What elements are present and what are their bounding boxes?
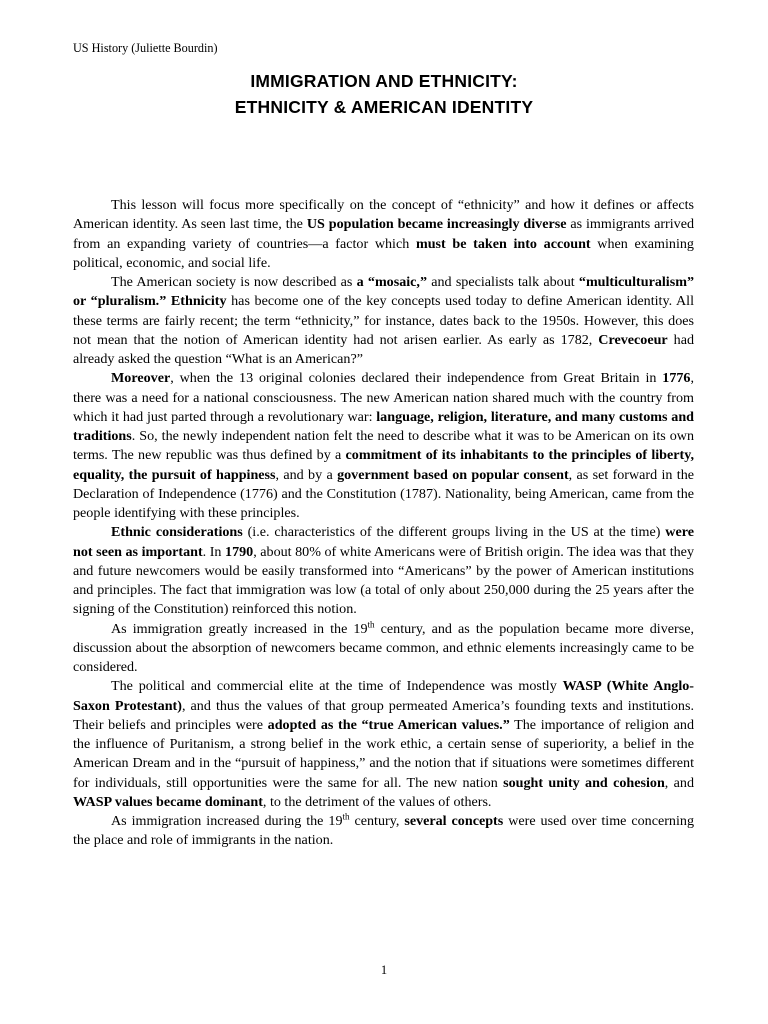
bold-text: Ethnic considerations [111,524,243,541]
bold-text: were not seen as important [73,524,694,560]
text-run: , about 80% of white Americans were of British origin. The idea was that they and future newcomers would be easily transformed into “Americans” by the power of American institutions and principles. The fact that immigration was low (a total of only about 250,000 during the 25 years after the signing of the Constitution) reinforced this notion. [73,543,694,618]
bold-text: adopted as the “true American values.” [267,716,510,733]
bold-text: US population became increasingly diverse [306,216,567,233]
superscript-text: th [367,618,375,629]
body-paragraph [73,196,694,273]
text-run: As immigration greatly increased in the 19 [111,620,368,637]
text-run: , as set forward in the Declaration of Independence (1776) and the Constitution (1787). Nationality, being American, came from the people identifying with these principles. [73,466,694,521]
text-run: The political and commercial elite at the time of Independence was mostly [111,678,563,695]
bold-text: government based on popular consent [337,466,569,483]
bold-text: Crevecoeur [598,331,668,348]
text-run: , when the 13 original colonies declared their independence from Great Britain in [170,370,663,387]
superscript-text: th [342,811,350,822]
text-run: As immigration increased during the 19 [111,813,343,829]
bold-text: must be taken into account [415,235,591,252]
bold-text: 1790 [225,543,254,560]
text-run: , to the detriment of the values of others. [262,793,492,810]
running-head: US History (Juliette Bourdin) [73,41,218,55]
text-run: had already asked the question “What is an American?” [73,331,694,367]
bold-text: WASP (White Anglo-Saxon Protestant) [73,678,694,714]
bold-text: several concepts [404,813,504,829]
text-run: century, [349,813,405,829]
text-run: This lesson will focus more specifically on the concept of “ethnicity” and how it defines or affects American identity. As seen last time, the [73,197,694,233]
text-run: when examining political, economic, and social life. [73,235,694,271]
page-number: 1 [380,963,388,977]
text-run: , and thus the values of that group permeated America’s founding texts and institutions. Their beliefs and principles were [73,697,694,733]
bold-text: Moreover [111,370,171,387]
body-paragraph [73,273,694,369]
bold-text: sought unity and cohesion [503,774,665,791]
text-run: The American society is now described as [111,274,357,290]
page-title-line-1: IMMIGRATION AND ETHNICITY: [250,71,518,91]
text-run: , and [664,774,694,791]
bold-text: commitment of its inhabitants to the principles of liberty, equality, the pursuit of happiness [73,447,694,483]
text-run: as immigrants arrived from an expanding variety of countries—a factor which [73,216,694,252]
text-run: . In [202,543,226,560]
text-run: The importance of religion and the influence of Puritanism, a strong belief in the work ethic, a certain sense of superiority, a belief in the American Dream and in the “pursuit of happiness,” and the notion that if situations were sometimes different for individuals, still opportunities were the same for all. The new nation [73,716,694,791]
text-run: . So, the newly independent nation felt the need to describe what it was to be American on its own terms. The new republic was thus defined by a [73,428,694,464]
text-run: has become one of the key concepts used today to define American identity. All these terms are fairly recent; the term “ethnicity,” for instance, dates back to the 1950s. However, this does not mean that the notion of American identity had not arisen earlier. As early as 1782, [73,293,694,348]
text-run: were used over time concerning the place and role of immigrants in the nation. [73,813,694,849]
text-run: (i.e. characteristics of the different groups living in the US at the time) [242,524,666,541]
body-paragraph [73,812,694,851]
bold-text: a “mosaic,” [356,274,428,290]
text-run: century, and as the population became more diverse, discussion about the absorption of newcomers became common, and ethnic elements increasingly came to be considered. [73,620,694,675]
page-title-line-2: ETHNICITY & AMERICAN IDENTITY [234,97,534,117]
bold-text: “multiculturalism” or “pluralism.” Ethnicity [73,274,694,310]
bold-text: language, religion, literature, and many customs and traditions [73,408,694,444]
body-paragraph [73,677,694,812]
body-paragraph [73,620,694,678]
bold-text: 1776 [662,370,691,387]
text-run: , and by a [275,466,338,483]
body-text [73,196,694,851]
text-run: and specialists talk about [427,274,579,290]
bold-text: WASP values became dominant [73,793,263,810]
body-paragraph [73,369,694,523]
body-paragraph [73,523,694,619]
text-run: , there was a need for a national consciousness. The new American nation shared much with the country from which it had just parted through a revolutionary war: [73,370,694,425]
